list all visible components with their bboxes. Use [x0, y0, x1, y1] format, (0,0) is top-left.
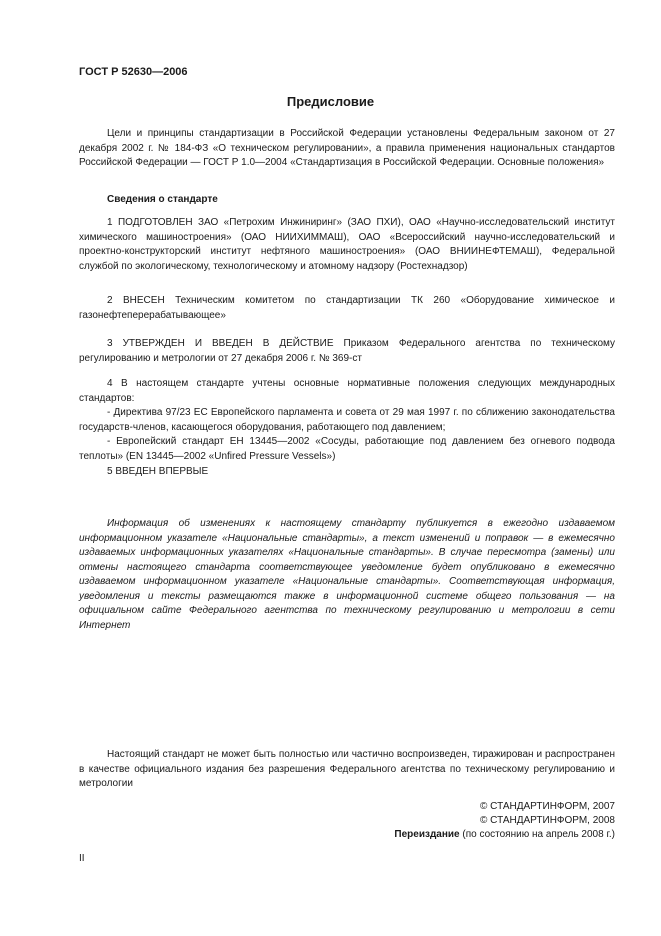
intro-paragraph: Цели и принципы стандартизации в Российской Федерации установлены Федеральным законом от 27 декабря 2002 г. № 184-ФЗ «О техническом регулировании», а правила применения национальных стандартов Российской Федерации — ГОСТ Р 1.0—2004 «Стандартизация в Российской Федерации. Основные положения» — [79, 128, 615, 168]
copyright-2008: © СТАНДАРТИНФОРМ, 2008 — [480, 815, 615, 826]
reprint-line — [394, 828, 615, 842]
copyright-block — [394, 800, 615, 842]
page-title: Предисловие — [286, 94, 375, 109]
item-4 — [79, 377, 615, 464]
item-4-text: 4 В настоящем стандарте учтены основные нормативные положения следующих международных стандартов: — [79, 378, 615, 404]
document-id: ГОСТ Р 52630—2006 — [79, 66, 188, 78]
notice-paragraph: Информация об изменениях к настоящему стандарту публикуется в ежегодно издаваемом информационном указателе «Национальные стандарты», а текст изменений и поправок — в ежемесячно издаваемых информационных указателях «Национальные стандарты». В случае пересмотра (замены) или отмены настоящего стандарта соответствующее уведомление будет опубликовано в ежемесячно издаваемом информационном указателе «Национальные стандарты». Соответствующая информация, уведомления и тексты размещаются также в информационной системе общего пользования — на официальном сайте Федерального агентства по техническому регулированию и метрологии в сети Интернет — [79, 518, 615, 631]
item-2: 2 ВНЕСЕН Техническим комитетом по стандартизации ТК 260 «Оборудование химическое и газонефтеперерабатывающее» — [79, 295, 615, 321]
copyright-notice: Настоящий стандарт не может быть полностью или частично воспроизведен, тиражирован и распространен в качестве официального издания без разрешения Федерального агентства по техническому регулированию и метрологии — [79, 749, 615, 789]
item-1: 1 ПОДГОТОВЛЕН ЗАО «Петрохим Инжиниринг» (ЗАО ПХИ), ОАО «Научно-исследовательский институт химического машиностроения» (ОАО НИИХИММАШ), ОАО «Всероссийский научно-исследовательский и проектно-конструкторский институт нефтяного машиностроения» (ОАО ВНИИНЕФТЕМАШ), Федеральной службой по экологическому, технологическому и атомному надзору (Ростехнадзор) — [79, 217, 615, 272]
reprint-note: (по состоянию на апрель 2008 г.) — [459, 829, 615, 840]
item-4-en-standard: - Европейский стандарт ЕН 13445—2002 «Сосуды, работающие под давлением без огневого подвода теплоты» (EN 13445—2002 «Unfired Pressure Vessels») — [79, 436, 615, 462]
reprint-label: Переиздание — [394, 829, 460, 840]
copyright-2007: © СТАНДАРТИНФОРМ, 2007 — [480, 801, 615, 812]
item-3: 3 УТВЕРЖДЕН И ВВЕДЕН В ДЕЙСТВИЕ Приказом Федерального агентства по техническому регулированию и метрологии от 27 декабря 2006 г. № 369-ст — [79, 338, 615, 364]
item-4-directive: - Директива 97/23 ЕС Европейского парламента и совета от 29 мая 1997 г. по сближению законодательства государств-членов, касающегося оборудования, работающего под давлением; — [79, 407, 615, 433]
item-5: 5 ВВЕДЕН ВПЕРВЫЕ — [107, 466, 209, 477]
page-number: II — [79, 853, 85, 864]
info-heading: Сведения о стандарте — [107, 194, 218, 205]
